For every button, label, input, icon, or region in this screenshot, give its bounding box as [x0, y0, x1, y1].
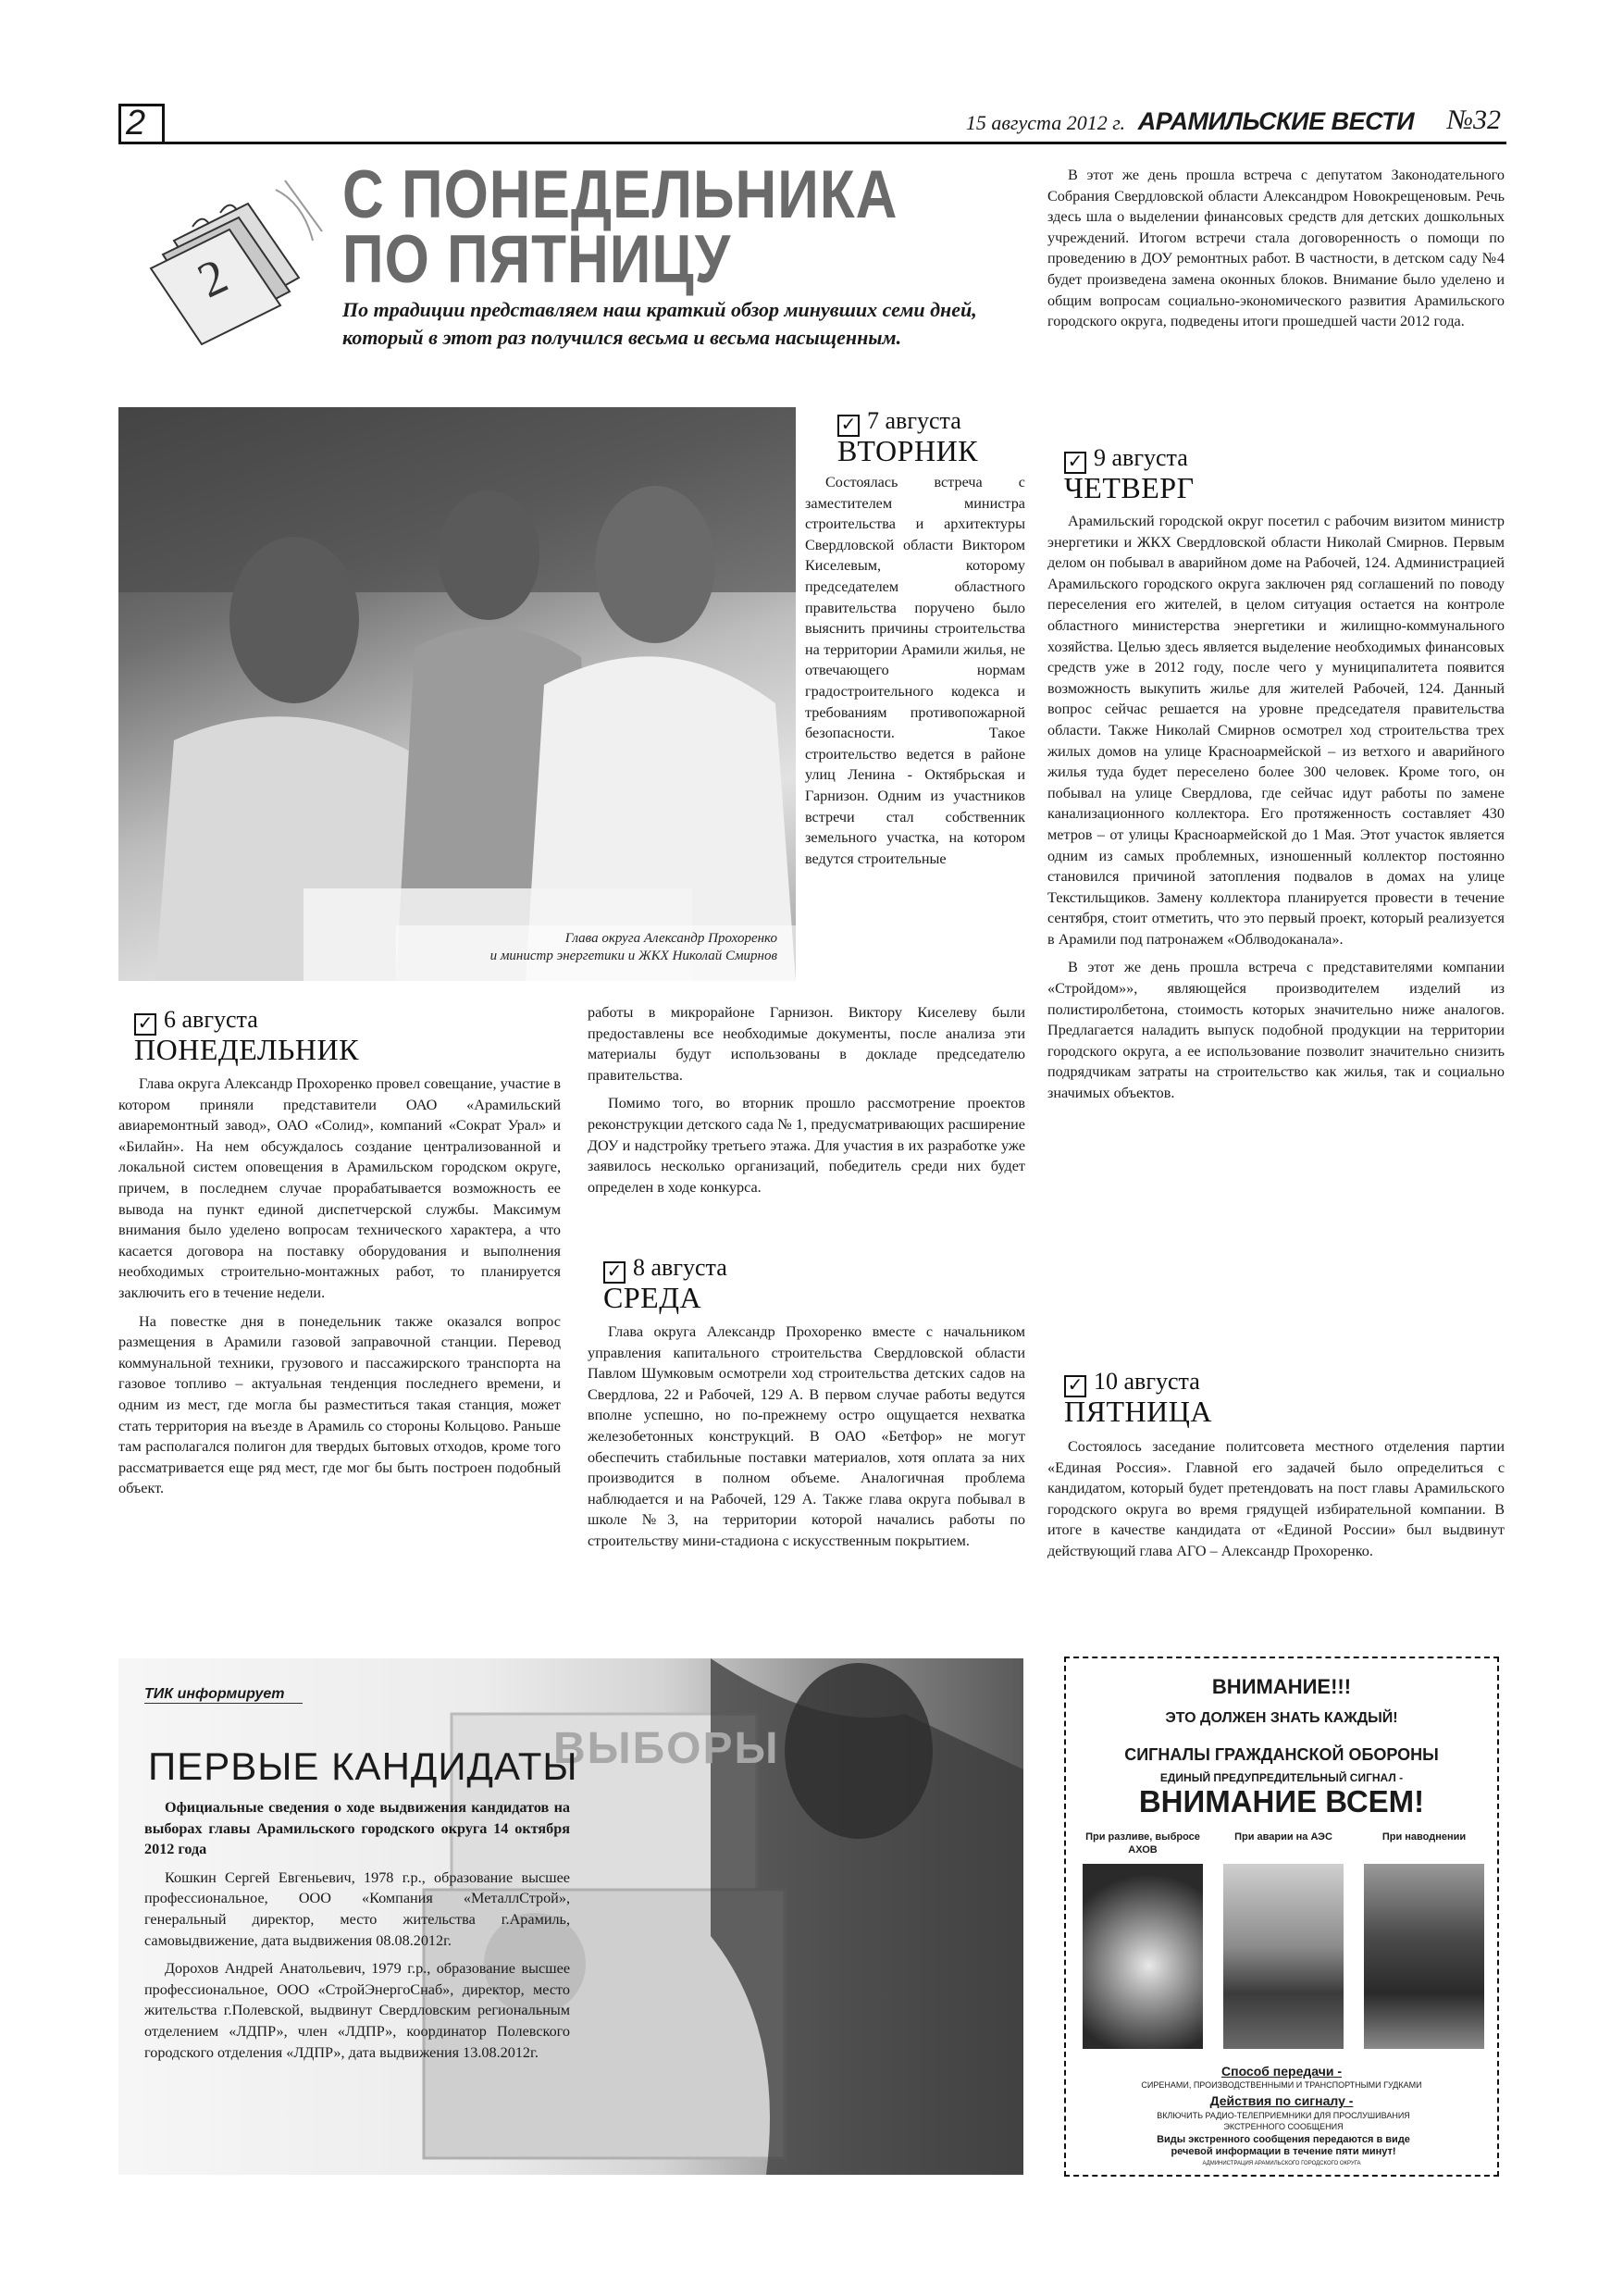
paper-name: АРАМИЛЬСКИЕ ВЕСТИ [1137, 107, 1414, 135]
aug7-paragraph-1: Состоялась встреча с заместителем министра строительства и архитектуры Свердловской области Виктором Киселевым, которому председателем областного правительства поручено было выяснить причины строительства на территории Арамили жилья, не отвечающего нормам градостроительного кодекса и требованиям противопожарной безопасности. Такое строительство ведется в районе улиц Ленина - Октябрьская и Гарнизон. Одним из участников встречи стал собственник земельного участка, на котором ведутся строительные [805, 474, 1025, 867]
notice-label-flood: При наводнении [1381, 1831, 1467, 1843]
tik-title: ПЕРВЫЕ КАНДИДАТЫ [148, 1744, 578, 1788]
day-heading-aug6 [134, 1006, 359, 1065]
page-header [118, 104, 1506, 146]
aug6-text [118, 1074, 561, 1507]
notice-attention-all: ВНИМАНИЕ ВСЕМ! [1138, 1784, 1425, 1818]
notice-method-title: Способ передачи - [1221, 2064, 1342, 2079]
day-heading-aug8 [603, 1254, 727, 1313]
issue-number: №32 [1446, 105, 1501, 135]
notice-label-npp: При аварии на АЭС [1234, 1831, 1332, 1843]
photo-caption [389, 930, 777, 965]
aug9-paragraph-1: Арамильский городской округ посетил с рабочим визитом министр энергетики и ЖКХ Свердловской области Николай Смирнов. Первым делом он побывал в аварийном доме на Рабочей, 124. Администрацией Арамильского городского округа заключен ряд соглашений по поводу переселения его жителей, в целом ситуация остается на контроле областного министерства энергетики и жилищно-коммунального хозяйства. Целью здесь является выделение необходимых финансовых средств уже в 2012 году, после чего у муниципалитета появится возможность выкупить жилье для жителей Рабочей, 124. Данный вопрос сейчас решается на уровне председателя правительства области. Также Николай Смирнов осмотрел ход строительства трех жилых домов на улице Красноармейской – из ветхого и аварийного жилья туда будет переселено более 300 человек. Кроме того, он побывал на улице Свердлова, где сейчас идут работы по замене канализационного коллектора. Его протяженность составляет 430 метров – от улицы Красноармейской до 1 Мая. Этот участок является одним из самых проблемных, изношенный коллектор постоянно становился причиной затопления подвалов в домах на улице Текстильщиков. Замену коллектора планируется провести в течение сентября, стоит отметить, что это первый проект, который реализуется в Арамили под патронажем «Облводоканала». [1047, 513, 1505, 948]
notice-action-title: Действия по сигналу - [1209, 2093, 1354, 2108]
main-headline [342, 157, 990, 298]
page-number: 2 [126, 104, 146, 143]
aug9-paragraph-2: В этот же день прошла встреча с представителями компании «Стройдом»», являющейся производителем изделий из полистиролбетона, стоимость которых значительно ниже аналогов. Предлагается наладить выпуск подобной продукции на территории городского округа, а ее использование позволит значительно снизить подрядчикам затраты на строительство как жилья, так и социально значимых объектов. [1047, 959, 1505, 1102]
notice-label-chemical: При разливе, выбросе АХОВ [1085, 1831, 1200, 1855]
officials-photo [118, 407, 796, 981]
notice-photo-npp [1223, 1864, 1344, 2049]
tik-candidate-1: Кошкин Сергей Евгеньевич, 1978 г.р., образование высшее профессиональное, ООО «Компания «МеталлСтрой», генеральный директор, место жительства г.Арамиль, самовыдвижение, дата выдвижения 08.08.2012г. [144, 1868, 570, 1949]
aug7-cont-paragraph: В этот же день прошла встреча с депутатом Законодательного Собрания Свердловской области Александром Новокрещеновым. Речь здесь шла о выделении финансовых средств для детских дошкольных учреждений. Итогом встречи стала договоренность о помощи по проведению в ДОУ ремонтных работ. В частности, в детском саду №4 будет произведена замена оконных блоков. Внимание было уделено и общим вопросам социально-экономического развития Арамильского городского округа, подведены итоги прошедшей части 2012 года. [1047, 167, 1505, 330]
notice-photo-flood [1364, 1864, 1484, 2049]
day-weekday: СРЕДА [603, 1281, 702, 1314]
aug8-text [588, 1322, 1025, 1559]
notice-action-text: ВКЛЮЧИТЬ РАДИО-ТЕЛЕПРИЕМНИКИ ДЛЯ ПРОСЛУШИВАНИЯ ЭКСТРЕННОГО СООБЩЕНИЯ [1157, 2111, 1410, 2131]
day-weekday: ВТОРНИК [837, 434, 979, 467]
header-rule [163, 142, 1506, 144]
aug10-paragraph-1: Состоялось заседание политсовета местного отделения партии «Единая Россия». Главной его задачей было определиться с кандидатом, который будет претендовать на пост главы Арамильского городского округа во время грядущей избирательной компании. В итоге в качестве кандидата от «Единой России» был выдвинут действующий глава АГО – Александр Прохоренко. [1047, 1438, 1505, 1559]
day-date: 8 августа [633, 1254, 727, 1281]
day-weekday: ПЯТНИЦА [1064, 1395, 1212, 1428]
civil-defence-notice [1064, 1657, 1499, 2177]
photo-caption-line-1: Глава округа Александр Прохоренко [564, 931, 777, 946]
day-heading-aug10 [1064, 1368, 1212, 1427]
day-weekday: ПОНЕДЕЛЬНИК [134, 1033, 359, 1066]
checkbox-icon: ✓ [134, 1013, 156, 1036]
aug7-text-narrow [805, 472, 1025, 869]
tik-lead: Официальные сведения о ходе выдвижения кандидатов на выборах главы Арамильского городского округа 14 октября 2012 года [144, 1799, 570, 1858]
headline-line-2: ПО ПЯТНИЦУ [342, 222, 732, 298]
lead-subtitle: По традиции представляем наш краткий обзор минувших семи дней, который в этот раз получился весьма и весьма насыщенным. [342, 298, 977, 349]
aug8-paragraph-1: Глава округа Александр Прохоренко вместе с начальником управления капитального строительства Свердловской области Павлом Шумковым осмотрели ход строительства детских садов на Свердлова, 22 и Рабочей, 129 А. В первом случае работы ведутся вполне успешно, но по-прежнему остро ощущается нехватка железобетонных конструкций. В ОАО «Бетфор» не могут обеспечить стабильные поставки материалов, хотя оплата за них производится в полном объеме. Аналогичная проблема наблюдается и на Рабочей, 129 А. Также глава округа побывал в школе №3, на территории которой начались работы по строительству мини-стадиона с искусственным покрытием. [588, 1323, 1025, 1549]
notice-signature: АДМИНИСТРАЦИЯ АРАМИЛЬСКОГО ГОРОДСКОГО ОКРУГА [1202, 2161, 1361, 2166]
day-date: 10 августа [1094, 1368, 1200, 1395]
headline-line-1: С ПОНЕДЕЛЬНИКА [342, 157, 898, 233]
day-heading-aug9 [1064, 444, 1195, 503]
tik-rubric: ТИК информирует [144, 1686, 303, 1704]
checkbox-icon: ✓ [1064, 452, 1086, 474]
aug10-text [1047, 1436, 1505, 1570]
notice-voice-info: Виды экстренного сообщения передаются в виде речевой информации в течение пяти минут! [1157, 2134, 1410, 2157]
notice-photo-chemical [1083, 1864, 1203, 2049]
checkbox-icon: ✓ [603, 1261, 626, 1284]
ballot-box-label: ВЫБОРЫ [553, 1724, 780, 1773]
aug6-paragraph-1: Глава округа Александр Прохоренко провел совещание, участие в котором приняли представители ОАО «Арамильский авиаремонтный завод», ОАО «Солид», компаний «Сократ Урал» и «Билайн». На нем обсуждалось создание централизованной и локальной систем оповещения в Арамильском городском округе, причем, в последнем случае прорабатывается возможность ее вывода на пункт единой диспетчерской службы. Максимум внимания было уделено вопросам технического характера, а что касается договора на поставку оборудования и выполнения необходимых строительно-монтажных работ, то планируется заключить его в течение недели. [118, 1075, 561, 1301]
tik-text [144, 1797, 570, 2070]
aug7-continuation [1047, 165, 1505, 340]
aug9-text [1047, 511, 1505, 1111]
notice-signals-title: СИГНАЛЫ ГРАЖДАНСКОЙ ОБОРОНЫ [1124, 1745, 1439, 1764]
day-date: 7 августа [867, 407, 961, 434]
checkbox-icon: ✓ [1064, 1375, 1086, 1397]
calendar-icon [137, 176, 327, 347]
day-date: 6 августа [164, 1006, 258, 1033]
tik-candidate-2: Дорохов Андрей Анатольевич, 1979 г.р., образование высшее профессиональное, ООО «СтройЭнергоСнаб», директор, место жительства г.Полевской, выдвинут Свердловским региональным отделением «ЛДПР», член «ЛДПР», координатор Полевского городского отделения «ЛДПР», дата выдвижения 13.08.2012г. [144, 1960, 570, 2061]
aug6-paragraph-2: На повестке дня в понедельник также оказался вопрос размещения в Арамили газовой заправочной станции. Перевод коммунальной техники, грузового и пассажирского транспорта на газовое топливо – актуальная тенденция последнего времени, и одним из мест, где могла бы разместиться такая станция, может стать территория на въезде в Арамиль со стороны Кольцово. Раньше там располагался полигон для твердых бытовых отходов, кроме того рассматривается еще ряд мест, где мог бы быть построен подобный объект. [118, 1312, 561, 1497]
notice-everyone-must-know: ЭТО ДОЛЖЕН ЗНАТЬ КАЖДЫЙ! [1165, 1710, 1398, 1726]
svg-text:2: 2 [189, 247, 236, 309]
notice-single-signal: ЕДИНЫЙ ПРЕДУПРЕДИТЕЛЬНЫЙ СИГНАЛ - [1159, 1771, 1404, 1784]
day-weekday: ЧЕТВЕРГ [1064, 471, 1195, 504]
day-heading-aug7 [837, 407, 978, 466]
photo-caption-line-2: и министр энергетики и ЖКХ Николай Смирнов [489, 949, 777, 963]
aug7-text-wide [588, 1002, 1025, 1205]
checkbox-icon: ✓ [837, 415, 860, 437]
notice-method-text: СИРЕНАМИ, ПРОИЗВОДСТВЕННЫМИ И ТРАНСПОРТНЫМИ ГУДКАМИ [1141, 2080, 1422, 2090]
tik-block [118, 1658, 1023, 2175]
issue-date: 15 августа 2012 г. [965, 111, 1125, 134]
notice-attention: ВНИМАНИЕ!!! [1211, 1675, 1352, 1698]
aug7-paragraph-1-cont: работы в микрорайоне Гарнизон. Виктору Киселеву были предоставлены все необходимые документы, после анализа эти материалы будут использованы в докладе председателю правительства. [588, 1004, 1025, 1084]
day-date: 9 августа [1094, 444, 1188, 471]
aug7-paragraph-2: Помимо того, во вторник прошло рассмотрение проектов реконструкции детского сада № 1, предусматривающих расширение ДОУ и надстройку третьего этажа. Для участия в их разработке уже заявилось несколько организаций, победитель среди них будет определен в ходе конкурса. [588, 1095, 1025, 1196]
